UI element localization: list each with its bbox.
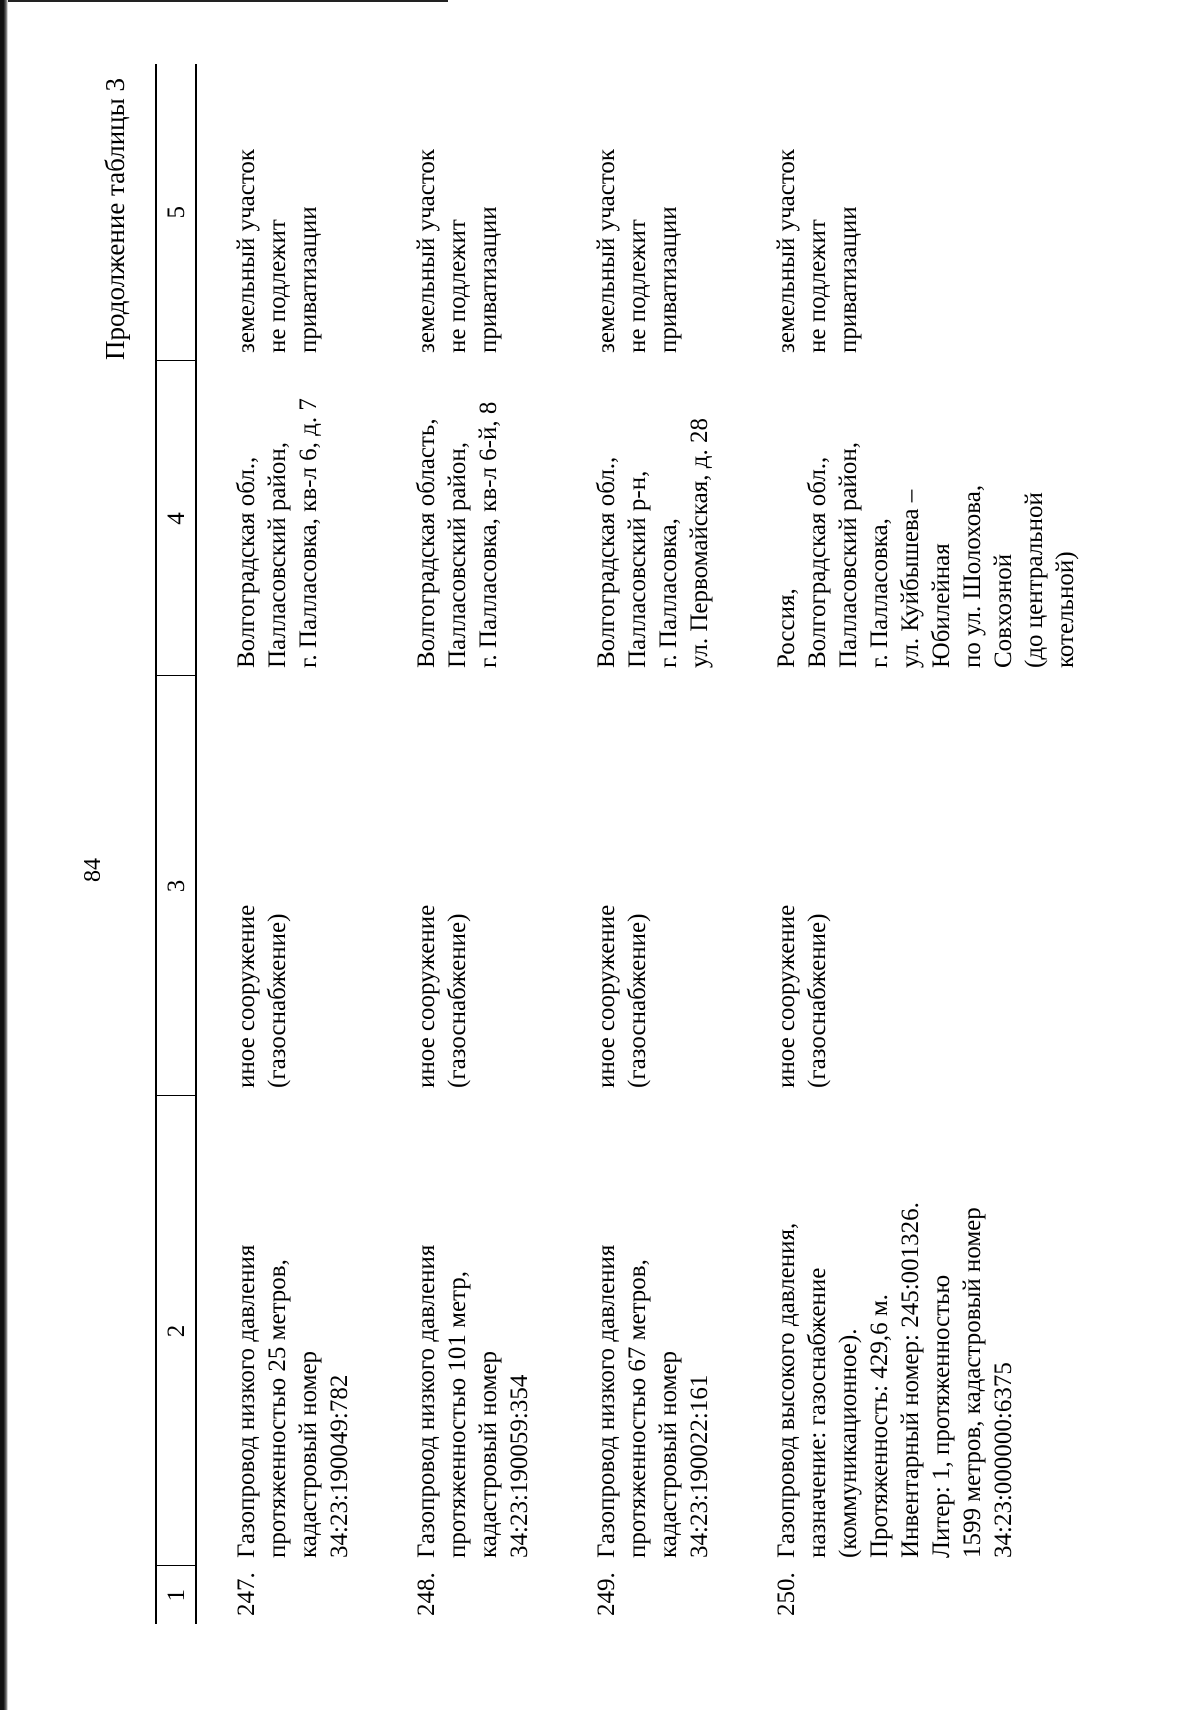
table-row (591, 64, 771, 1624)
table-header-row (156, 64, 196, 1624)
object-name: Газопровод низкого давления протяженностью 101 метр, кадастровый номер 34:23:190059:354 (413, 1244, 533, 1558)
row-number: 250. (773, 1572, 800, 1616)
object-note: земельный участок не подлежит приватизации (233, 148, 322, 353)
object-note: земельный участок не подлежит приватизации (413, 148, 502, 353)
row-number: 248. (413, 1572, 440, 1616)
object-name: Газопровод низкого давления протяженностью 67 метров, кадастровый номер 34:23:190022:161 (593, 1244, 713, 1558)
object-note: земельный участок не подлежит приватизации (773, 148, 862, 353)
object-type: иное сооружение (газоснабжение) (773, 904, 831, 1088)
object-address: Россия, Волгоградская обл., Палласовский район, г. Палласовка, ул. Куйбышева – Юбилейная по ул. Шолохова, Совхозной (до центральной котельной) (773, 441, 1079, 668)
column-header: 2 (156, 1096, 196, 1566)
object-address: Волгоградская область, Палласовский район, г. Палласовка, кв-л 6-й, 8 (413, 401, 502, 668)
column-header: 5 (156, 64, 196, 361)
column-header: 3 (156, 676, 196, 1096)
table-row (196, 64, 411, 1624)
row-number: 247. (233, 1572, 260, 1616)
row-number: 249. (593, 1572, 620, 1616)
object-address: Волгоградская обл., Палласовский район, г. Палласовка, кв-л 6, д. 7 (233, 398, 322, 668)
table-continuation-label: Продолжение таблицы 3 (100, 78, 130, 360)
object-name: Газопровод низкого давления протяженностью 25 метров, кадастровый номер 34:23:190049:782 (233, 1244, 353, 1558)
table-row (411, 64, 591, 1624)
column-header: 1 (156, 1566, 196, 1624)
object-type: иное сооружение (газоснабжение) (413, 904, 471, 1088)
object-address: Волгоградская обл., Палласовский р-н, г. Палласовка, ул. Первомайская, д. 28 (593, 418, 713, 668)
object-type: иное сооружение (газоснабжение) (593, 904, 651, 1088)
object-name: Газопровод высокого давления, назначение: газоснабжение (коммуникационное). Протяженность: 429,6 м. Инвентарный номер: 245:001326. Литер: 1, протяженностью 1599 метров, кадастровый номер 34:23:000000:6375 (773, 1202, 1017, 1558)
column-header: 4 (156, 361, 196, 676)
table-row (771, 64, 1137, 1624)
object-type: иное сооружение (газоснабжение) (233, 904, 291, 1088)
property-table (155, 64, 1137, 1624)
object-note: земельный участок не подлежит приватизации (593, 148, 682, 353)
page-number: 84 (80, 858, 106, 882)
